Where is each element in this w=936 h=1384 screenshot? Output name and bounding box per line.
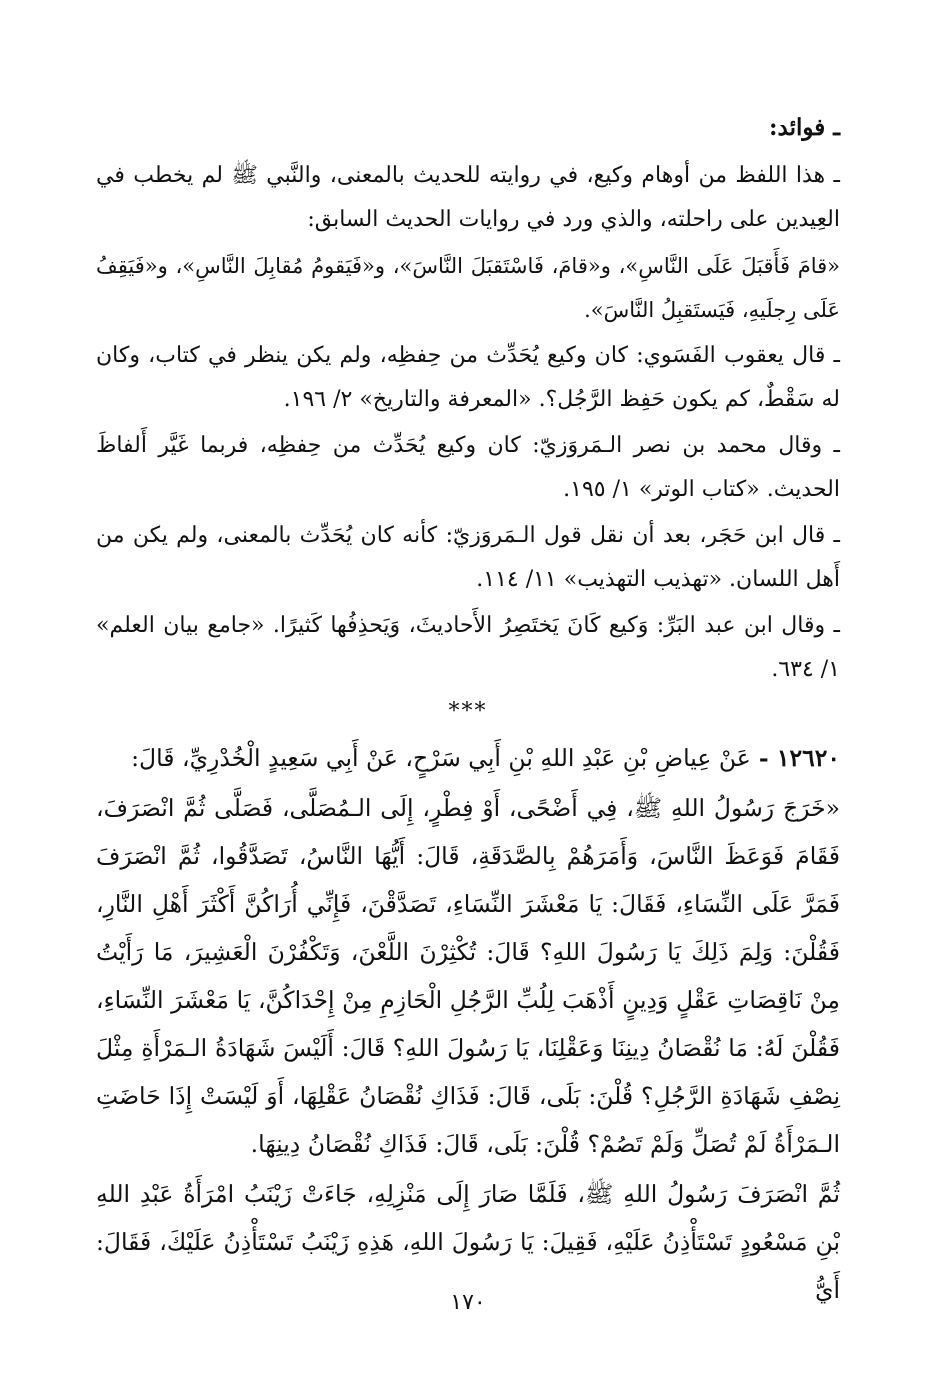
section-separator: *** xyxy=(448,699,488,724)
note-paragraph-marwazi: ـ وقال محمد بن نصر الـمَروَزيّ: كان وكيع يُحَدِّث من حِفظِه، فربما غَيَّر أَلفاظَ الحديث. «كتاب الوتر» ١/ ١٩٥. xyxy=(96,433,840,502)
note-paragraph-ibn-abd-al-barr: ـ وقال ابن عبد البَرِّ: وَكيع كَانَ يَختَصِرُ الأَحاديثَ، وَيَحذِفُها كَثيرًا. «جامع بيان العلم» ١/ ٦٣٤. xyxy=(96,613,840,682)
hadith-matn-2: ثُمَّ انْصَرَفَ رَسُولُ اللهِ ﷺ، فَلَمَّا صَارَ إِلَى مَنْزِلِهِ، جَاءَتْ زَيْنَبُ امْرَأَةُ عَبْدِ اللهِ بْنِ مَسْعُودٍ تَسْتَأْذِنُ عَلَيْهِ، فَقِيلَ: يَا رَسُولَ اللهِ، هَذِهِ زَيْنَبُ تَسْتَأْذِنُ عَلَيْكَ، فَقَالَ: أَيُّ xyxy=(96,1180,840,1304)
note-paragraph-ibn-hajar: ـ قال ابن حَجَر، بعد أن نقل قول الـمَروَزيّ: كأنه كان يُحَدِّث بالمعنى، ولم يكن من أَهل اللسان. «تهذيب التهذيب» ١١/ ١١٤. xyxy=(96,523,840,592)
hadith-isnad-line xyxy=(96,734,840,782)
page-body xyxy=(96,108,840,1316)
notes-heading: ـ فوائد: xyxy=(769,114,840,141)
note-paragraph-fasawi: ـ قال يعقوب الفَسَوي: كان وكيع يُحَدِّث من حِفظِه، ولم يكن ينظر في كتاب، وكان له سَقْطٌ، كم يكون حَفِظ الرَّجُل؟. «المعرفة والتاريخ» ٢/ ١٩٦. xyxy=(96,343,840,412)
hadith-number: ١٢٦٢٠ - xyxy=(750,744,840,772)
hadith-section xyxy=(96,734,840,1314)
note-paragraph-1: ـ هذا اللفظ من أوهام وكيع، في روايته للحديث بالمعنى، والنَّبي ﷺ لم يخطب في العِيدين على راحلته، والذي ورد في روايات الحديث السابق: xyxy=(96,163,840,232)
hadith-isnad: عَنْ عِياضِ بْنِ عَبْدِ اللهِ بْنِ أَبِي سَرْحٍ، عَنْ أَبِي سَعِيدٍ الْخُدْرِيِّ، قَالَ: xyxy=(131,744,751,772)
page-number: ١٧٠ xyxy=(450,1290,486,1315)
note-quote-paragraph: «قامَ فَأَقبَلَ عَلَى النَّاسِ»، و«قامَ، فَاسْتَقبَلَ النَّاسَ»، و«فَيَقومُ مُقابِلَ النَّاسِ»، و«فَيَقِفُ عَلَى رِجلَيهِ، فَيَستَقبِلُ النَّاسَ». xyxy=(96,254,840,322)
hadith-matn-1: «خَرَجَ رَسُولُ اللهِ ﷺ، فِي أَضْحًى، أَوْ فِطْرٍ، إِلَى الـمُصَلَّى، فَصَلَّى ثُمَّ انْصَرَفَ، فَقَامَ فَوَعَظَ النَّاسَ، وَأَمَرَهُمْ بِالصَّدَقَةِ، قَالَ: أَيُّهَا النَّاسُ، تَصَدَّقُوا، ثُمَّ انْصَرَفَ فَمَرَّ عَلَى النِّسَاءِ، فَقَالَ: يَا مَعْشَرَ النِّسَاءِ، تَصَدَّقْنَ، فَإِنِّي أُرَاكُنَّ أَكْثَرَ أَهْلِ النَّارِ، فَقُلْنَ: وَلِمَ ذَلِكَ يَا رَسُولَ اللهِ؟ قَالَ: تُكْثِرْنَ اللَّعْنَ، وَتَكْفُرْنَ الْعَشِيرَ، مَا رَأَيْتُ مِنْ نَاقِصَاتِ عَقْلٍ وَدِينٍ أَذْهَبَ لِلُبِّ الرَّجُلِ الْحَازِمِ مِنْ إِحْدَاكُنَّ، يَا مَعْشَرَ النِّسَاءِ، فَقُلْنَ لَهُ: مَا نُقْصَانُ دِينِنَا وَعَقْلِنَا، يَا رَسُولَ اللهِ؟ قَالَ: أَلَيْسَ شَهَادَةُ الـمَرْأَةِ مِثْلَ نِصْفِ شَهَادَةِ الرَّجُلِ؟ قُلْنَ: بَلَى، قَالَ: فَذَاكِ نُقْصَانُ عَقْلِهَا، أَوَ لَيْسَتْ إِذَا حَاضَتِ الـمَرْأَةُ لَمْ تُصَلِّ وَلَمْ تَصُمْ؟ قُلْنَ: بَلَى، قَالَ: فَذَاكِ نُقْصَانُ دِينِهَا. xyxy=(96,794,840,1158)
notes-section xyxy=(96,108,840,692)
